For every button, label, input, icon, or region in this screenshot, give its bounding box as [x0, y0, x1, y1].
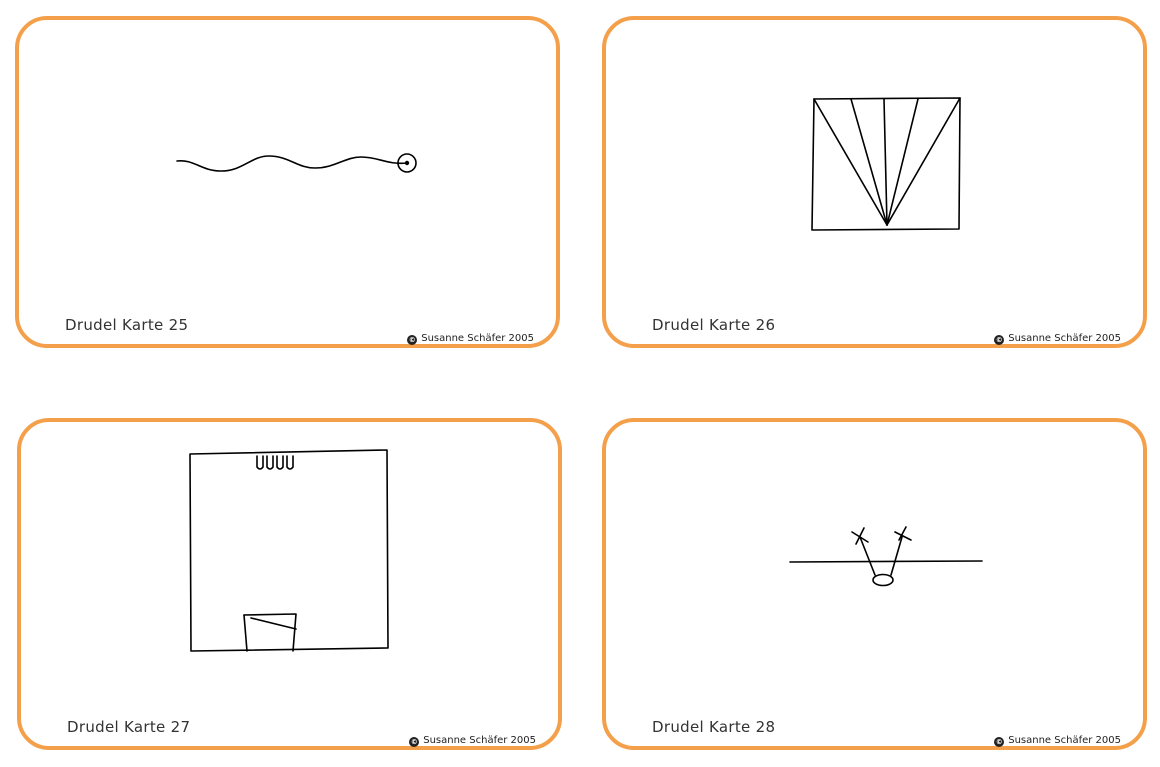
card-title: Drudel Karte 27 [67, 718, 191, 736]
copyright-text: Susanne Schäfer 2005 [1008, 333, 1121, 344]
rectangle-with-fan-lines-icon [606, 20, 1143, 344]
copyright-text: Susanne Schäfer 2005 [1008, 735, 1121, 746]
drudel-card-26 [602, 16, 1147, 348]
drudel-card-25 [15, 16, 560, 348]
copyright-icon: © [995, 336, 1003, 344]
copyright-icon: © [410, 738, 418, 746]
copyright-icon: © [995, 738, 1003, 746]
card-title: Drudel Karte 26 [652, 316, 776, 334]
square-with-bucket-icon [21, 422, 558, 746]
drudel-card-27 [17, 418, 562, 750]
copyright-notice [994, 333, 1121, 345]
copyright-notice [994, 735, 1121, 747]
copyright-text: Susanne Schäfer 2005 [421, 333, 534, 344]
wavy-line-with-circle-icon [19, 20, 556, 344]
card-title: Drudel Karte 28 [652, 718, 776, 736]
drudel-card-28 [602, 418, 1147, 750]
copyright-notice [409, 735, 536, 747]
copyright-icon: © [408, 336, 416, 344]
line-with-hole-icon [606, 422, 1143, 746]
copyright-notice [407, 333, 534, 345]
card-title: Drudel Karte 25 [65, 316, 189, 334]
copyright-text: Susanne Schäfer 2005 [423, 735, 536, 746]
